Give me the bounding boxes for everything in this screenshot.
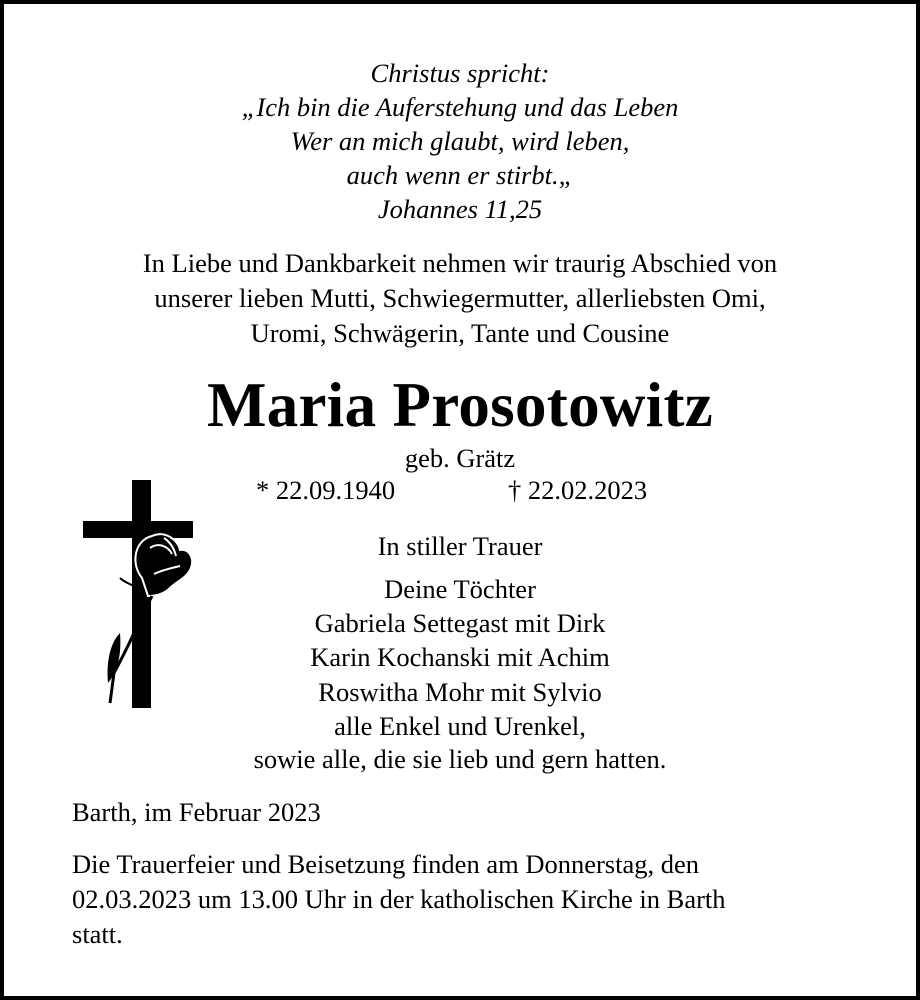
verse-reference: Johannes 11,25	[377, 194, 543, 224]
mourner-line: Deine Töchter	[384, 574, 536, 604]
intro-line: In Liebe und Dankbarkeit nehmen wir traurig Abschied von	[142, 248, 778, 278]
funeral-line: 02.03.2023 um 13.00 Uhr in der katholischen Kirche in Barth	[72, 884, 726, 914]
mourner-line: Gabriela Settegast mit Dirk	[314, 608, 606, 638]
verse-line: Christus spricht:	[370, 58, 550, 88]
mourner-line: Roswitha Mohr mit Sylvio	[318, 677, 602, 707]
mourners-heading: In stiller Trauer	[377, 531, 543, 561]
verse-line: auch wenn er stirbt.„	[346, 160, 574, 190]
funeral-line: statt.	[72, 919, 123, 949]
death-date: † 22.02.2023	[508, 475, 648, 505]
mourner-line: alle Enkel und Urenkel,	[334, 711, 586, 741]
funeral-line: Die Trauerfeier und Beisetzung finden am Donnerstag, den	[72, 849, 699, 879]
place-date: Barth, im Februar 2023	[72, 797, 321, 827]
verse-line: Wer an mich glaubt, wird leben,	[290, 126, 630, 156]
verse-line: „Ich bin die Auferstehung und das Leben	[241, 92, 679, 122]
mourner-line: Karin Kochanski mit Achim	[310, 642, 610, 672]
deceased-name: Maria Prosotowitz	[206, 370, 714, 440]
birth-date: * 22.09.1940	[256, 475, 396, 505]
maiden-name: geb. Grätz	[404, 443, 516, 473]
intro-line: unserer lieben Mutti, Schwiegermutter, allerliebsten Omi,	[154, 283, 766, 313]
mourner-line: sowie alle, die sie lieb und gern hatten.	[253, 744, 667, 774]
intro-line: Uromi, Schwägerin, Tante und Cousine	[250, 318, 670, 348]
